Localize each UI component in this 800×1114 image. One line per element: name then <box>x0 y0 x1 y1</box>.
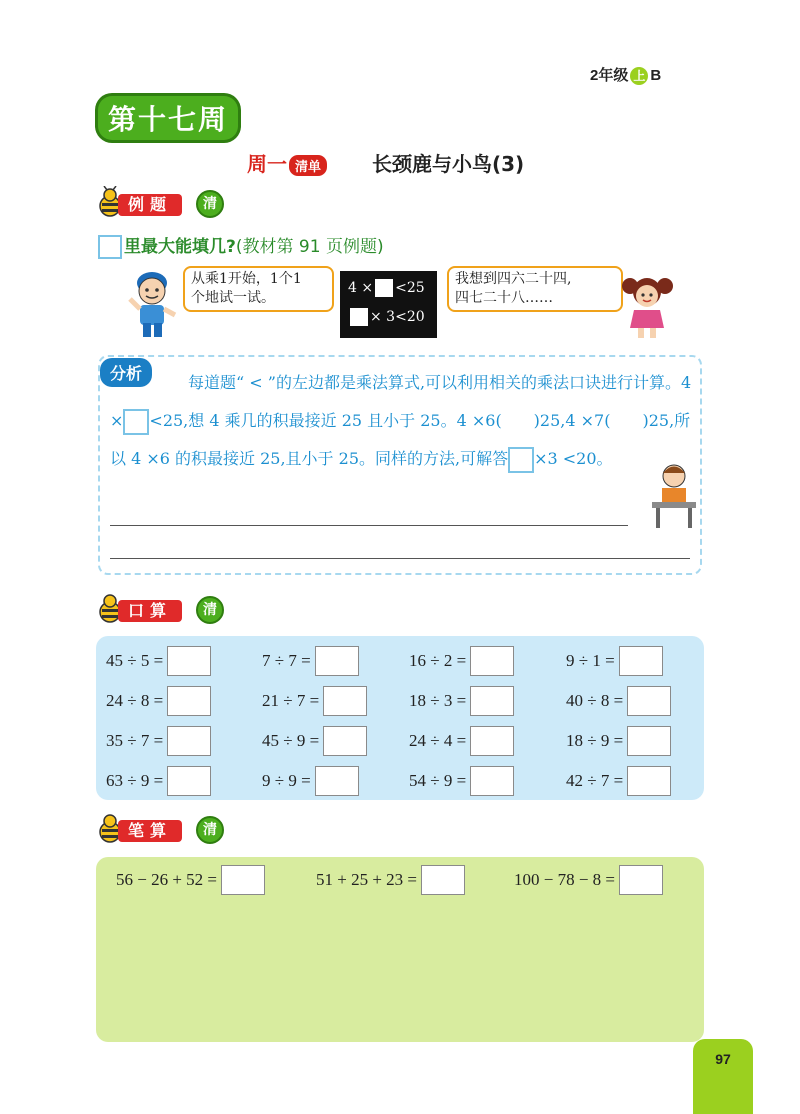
oral-item <box>409 686 514 716</box>
equation: 51 + 25 + 23 = <box>316 870 418 889</box>
answer-box[interactable] <box>167 726 211 756</box>
oral-item <box>262 646 359 676</box>
oral-item <box>106 726 211 756</box>
analysis-part2: <25,想 4 乘几的积最接近 25 且小于 25。4 ×6( )25,4 ×7( )25,所以 4 ×6 的积最接近 25,且小于 25。同样的方法,可解答 <box>110 411 691 468</box>
oral-item <box>409 646 514 676</box>
equation: 24 ÷ 4 = <box>409 731 467 750</box>
equation: 56 − 26 + 52 = <box>116 870 218 889</box>
answer-box[interactable] <box>167 646 211 676</box>
equation: 63 ÷ 9 = <box>106 771 164 790</box>
answer-line-2 <box>110 558 690 559</box>
example-section-header <box>96 192 236 220</box>
example-ribbon-badge: 清 <box>196 190 224 218</box>
black-box-row1-pre: 4 × <box>348 280 374 296</box>
answer-box[interactable] <box>470 726 514 756</box>
week-title: 第十七周 <box>98 96 238 140</box>
grade-circle: 上 <box>630 67 648 85</box>
question-line <box>98 232 384 259</box>
blank-box <box>123 409 149 435</box>
equation: 35 ÷ 7 = <box>106 731 164 750</box>
oral-calc-panel <box>96 636 704 800</box>
blank-box <box>350 308 368 326</box>
answer-box[interactable] <box>315 646 359 676</box>
lesson-title: 长颈鹿与小鸟(3) <box>372 152 525 176</box>
student-desk-icon <box>648 462 700 530</box>
equation: 18 ÷ 3 = <box>409 691 467 710</box>
oral-item <box>262 686 367 716</box>
black-problem-box <box>340 271 437 338</box>
written-ribbon-label: 笔算 <box>118 820 182 842</box>
black-box-row1-post: <25 <box>395 280 425 296</box>
equation: 24 ÷ 8 = <box>106 691 164 710</box>
example-ribbon-label: 例题 <box>118 194 182 216</box>
grade-label <box>590 64 661 85</box>
oral-item <box>409 726 514 756</box>
answer-box[interactable] <box>619 865 663 895</box>
answer-box[interactable] <box>470 766 514 796</box>
oral-ribbon-badge: 清 <box>196 596 224 624</box>
right-bubble-line1: 我想到四六二十四, <box>455 271 572 287</box>
left-bubble-line1: 从乘1开始，1个1 <box>191 271 302 287</box>
analysis-tag: 分析 <box>100 358 152 387</box>
blank-box <box>375 279 393 297</box>
analysis-text <box>110 364 700 478</box>
oral-section-header <box>96 598 236 626</box>
oral-item <box>106 646 211 676</box>
oral-item <box>566 766 671 796</box>
answer-box[interactable] <box>627 726 671 756</box>
left-speech-bubble <box>183 266 334 312</box>
answer-box[interactable] <box>323 726 367 756</box>
equation: 9 ÷ 1 = <box>566 651 615 670</box>
answer-box[interactable] <box>470 686 514 716</box>
equation: 21 ÷ 7 = <box>262 691 320 710</box>
oral-item <box>566 686 671 716</box>
equation: 40 ÷ 8 = <box>566 691 624 710</box>
written-section-header <box>96 818 236 846</box>
answer-box[interactable] <box>315 766 359 796</box>
oral-item <box>566 726 671 756</box>
boy-cartoon-icon <box>125 265 180 340</box>
written-item <box>316 865 465 895</box>
written-item <box>116 865 265 895</box>
answer-box[interactable] <box>470 646 514 676</box>
written-item <box>514 865 663 895</box>
right-bubble-line2: 四七二十八…… <box>455 290 553 306</box>
oral-item <box>106 686 211 716</box>
analysis-part3: ×3 <20。 <box>534 449 613 468</box>
left-bubble-line2: 个地试一试。 <box>191 290 275 306</box>
blank-box <box>98 235 122 259</box>
answer-box[interactable] <box>167 686 211 716</box>
written-ribbon-badge: 清 <box>196 816 224 844</box>
answer-box[interactable] <box>627 766 671 796</box>
answer-box[interactable] <box>619 646 663 676</box>
black-box-row1 <box>340 275 437 304</box>
grade-text: 2年级 <box>590 67 629 84</box>
oral-item <box>566 646 663 676</box>
written-calc-panel <box>96 857 704 1042</box>
question-note: (教材第 91 页例题) <box>235 237 384 257</box>
oral-item <box>262 726 367 756</box>
oral-ribbon-label: 口算 <box>118 600 182 622</box>
page-number: 97 <box>693 1039 753 1114</box>
oral-item <box>262 766 359 796</box>
equation: 9 ÷ 9 = <box>262 771 311 790</box>
oral-item <box>409 766 514 796</box>
answer-line-1 <box>110 525 628 526</box>
oral-item <box>106 766 211 796</box>
day-label: 周一 <box>247 152 287 176</box>
equation: 16 ÷ 2 = <box>409 651 467 670</box>
equation: 7 ÷ 7 = <box>262 651 311 670</box>
equation: 18 ÷ 9 = <box>566 731 624 750</box>
blank-box <box>508 447 534 473</box>
analysis-part1: 每道题“ < ”的左边都是乘法算式,可以利用相关的乘法口诀进行计算。4 × <box>110 373 692 430</box>
equation: 42 ÷ 7 = <box>566 771 624 790</box>
answer-box[interactable] <box>167 766 211 796</box>
day-badge: 清单 <box>289 155 327 176</box>
girl-cartoon-icon <box>620 272 675 340</box>
equation: 54 ÷ 9 = <box>409 771 467 790</box>
equation: 45 ÷ 9 = <box>262 731 320 750</box>
black-box-row2-post: × 3<20 <box>370 309 425 325</box>
equation: 45 ÷ 5 = <box>106 651 164 670</box>
answer-box[interactable] <box>627 686 671 716</box>
question-text: 里最大能填几? <box>124 237 236 257</box>
answer-box[interactable] <box>323 686 367 716</box>
grade-suffix: B <box>650 67 662 84</box>
answer-box[interactable] <box>421 865 465 895</box>
black-box-row2 <box>340 304 437 333</box>
right-speech-bubble <box>447 266 623 312</box>
day-title <box>247 148 327 177</box>
equation: 100 − 78 − 8 = <box>514 870 616 889</box>
answer-box[interactable] <box>221 865 265 895</box>
